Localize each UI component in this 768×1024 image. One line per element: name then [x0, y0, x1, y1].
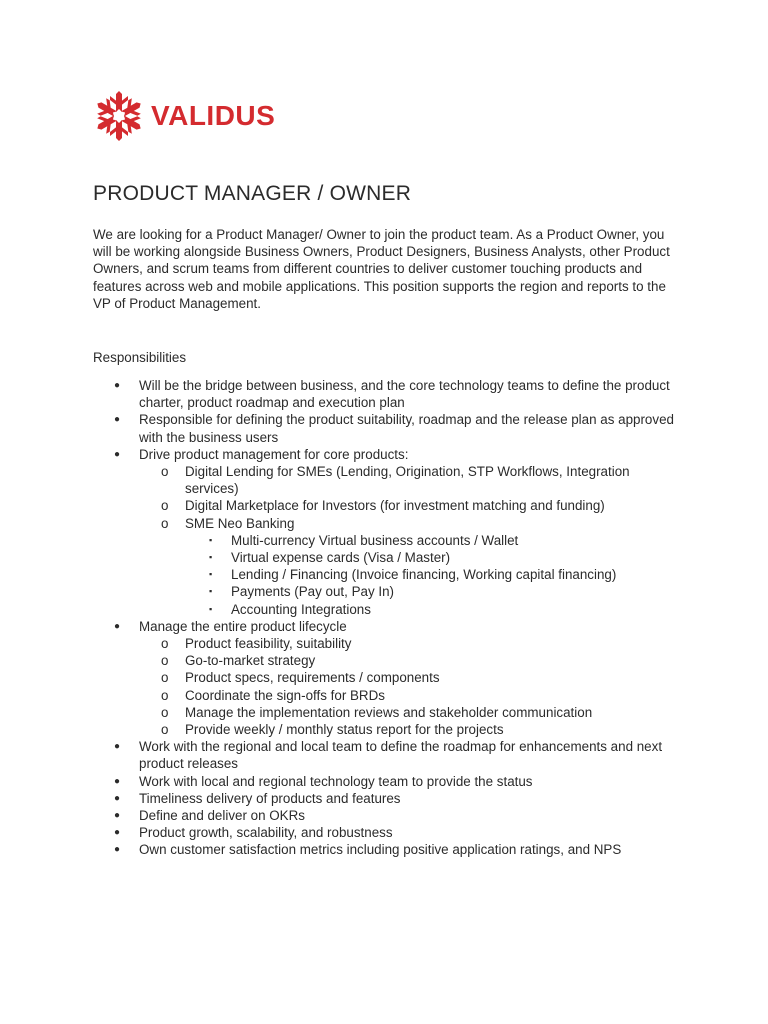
list-item [93, 773, 683, 790]
bullet-icon: ● [114, 414, 121, 426]
list-item [139, 515, 683, 618]
list-item [185, 601, 683, 618]
bullet-icon: ● [114, 620, 121, 632]
list-item [93, 618, 683, 738]
list-item-text: Product specs, requirements / components [185, 670, 440, 686]
bullet-icon: o [161, 636, 169, 652]
list-item [139, 652, 683, 669]
bullet-icon: o [161, 670, 169, 686]
responsibilities-list [93, 377, 683, 859]
bullet-icon: o [161, 515, 169, 531]
list-item-text: Work with the regional and local team to define the roadmap for enhancements and next product releases [139, 739, 663, 772]
list-item-text: Go-to-market strategy [185, 653, 316, 669]
list-item-text: Define and deliver on OKRs [139, 808, 305, 824]
list-item [93, 738, 683, 772]
list-item [139, 704, 683, 721]
bullet-icon: ● [114, 810, 121, 822]
brand-logo [93, 88, 275, 144]
list-item-text: Will be the bridge between business, and the core technology teams to define the product charter, product roadmap and execution plan [139, 378, 670, 411]
bullet-icon: o [161, 704, 169, 720]
list-item-text: Manage the entire product lifecycle [139, 618, 347, 634]
bullet-icon: o [161, 687, 169, 703]
list-item-text: Own customer satisfaction metrics including positive application ratings, and NPS [139, 842, 622, 858]
list-item [93, 841, 683, 858]
list-item-text: Provide weekly / monthly status report for the projects [185, 722, 504, 738]
list-item-text: Payments (Pay out, Pay In) [231, 584, 394, 600]
list-item [185, 532, 683, 549]
list-item-text: Multi-currency Virtual business accounts / Wallet [231, 532, 519, 548]
bullet-icon: ● [114, 792, 121, 804]
bullet-icon: ▪ [209, 552, 213, 563]
list-item-text: Virtual expense cards (Visa / Master) [231, 550, 451, 566]
list-item-text: Coordinate the sign-offs for BRDs [185, 687, 385, 703]
nested-bullet-list [139, 635, 683, 738]
bullet-icon: o [161, 498, 169, 514]
list-item-text: SME Neo Banking [185, 515, 295, 531]
bullet-icon: ● [114, 827, 121, 839]
snowflake-chevron-logo-icon [93, 90, 145, 142]
bullet-icon: ▪ [209, 534, 213, 545]
list-item [93, 446, 683, 618]
list-item-text: Product growth, scalability, and robustness [139, 825, 393, 841]
bullet-icon: ● [114, 775, 121, 787]
bullet-icon: ▪ [209, 569, 213, 580]
list-item [93, 807, 683, 824]
bullet-icon: ▪ [209, 603, 213, 614]
list-item [185, 583, 683, 600]
bullet-icon: ● [114, 380, 121, 391]
bullet-icon: ● [114, 844, 121, 856]
list-item-text: Lending / Financing (Invoice financing, Working capital financing) [231, 567, 617, 583]
list-item [93, 377, 683, 411]
list-item-text: Product feasibility, suitability [185, 636, 352, 652]
list-item [93, 411, 683, 445]
list-item [185, 566, 683, 583]
list-item-text: Digital Marketplace for Investors (for investment matching and funding) [185, 498, 605, 514]
bullet-icon: ● [114, 741, 121, 753]
list-item [139, 669, 683, 686]
bullet-icon: o [161, 464, 169, 480]
list-item-text: Work with local and regional technology team to provide the status [139, 773, 533, 789]
list-item [139, 497, 683, 514]
list-item [139, 687, 683, 704]
bullet-icon: o [161, 722, 169, 738]
list-item-text: Digital Lending for SMEs (Lending, Origination, STP Workflows, Integration services) [185, 464, 630, 497]
list-item-text: Accounting Integrations [231, 601, 371, 617]
bullet-list [93, 377, 683, 859]
brand-name: VALIDUS [151, 100, 276, 131]
list-item [93, 824, 683, 841]
nested-bullet-list [185, 532, 683, 618]
intro-paragraph: We are looking for a Product Manager/ Owner to join the product team. As a Product Owner, you will be working alongside Business Owners, Product Designers, Business Analysts, other Product Owners, and scrum teams from different countries to deliver customer touching products and features across web and mobile applications. This position supports the region and reports to the VP of Product Management. [93, 227, 670, 311]
nested-bullet-list [139, 463, 683, 618]
list-item-text: Responsible for defining the product suitability, roadmap and the release plan as approved with the business users [139, 412, 674, 445]
page-title: PRODUCT MANAGER / OWNER [93, 182, 412, 205]
list-item [185, 549, 683, 566]
list-item-text: Drive product management for core products: [139, 446, 409, 462]
list-item [139, 463, 683, 497]
responsibilities-heading: Responsibilities [93, 350, 187, 365]
bullet-icon: o [161, 653, 169, 669]
list-item-text: Timeliness delivery of products and features [139, 790, 401, 806]
list-item [93, 790, 683, 807]
bullet-icon: ● [114, 448, 121, 460]
bullet-icon: ▪ [209, 586, 213, 597]
list-item-text: Manage the implementation reviews and stakeholder communication [185, 704, 593, 720]
list-item [139, 635, 683, 652]
list-item [139, 721, 683, 738]
